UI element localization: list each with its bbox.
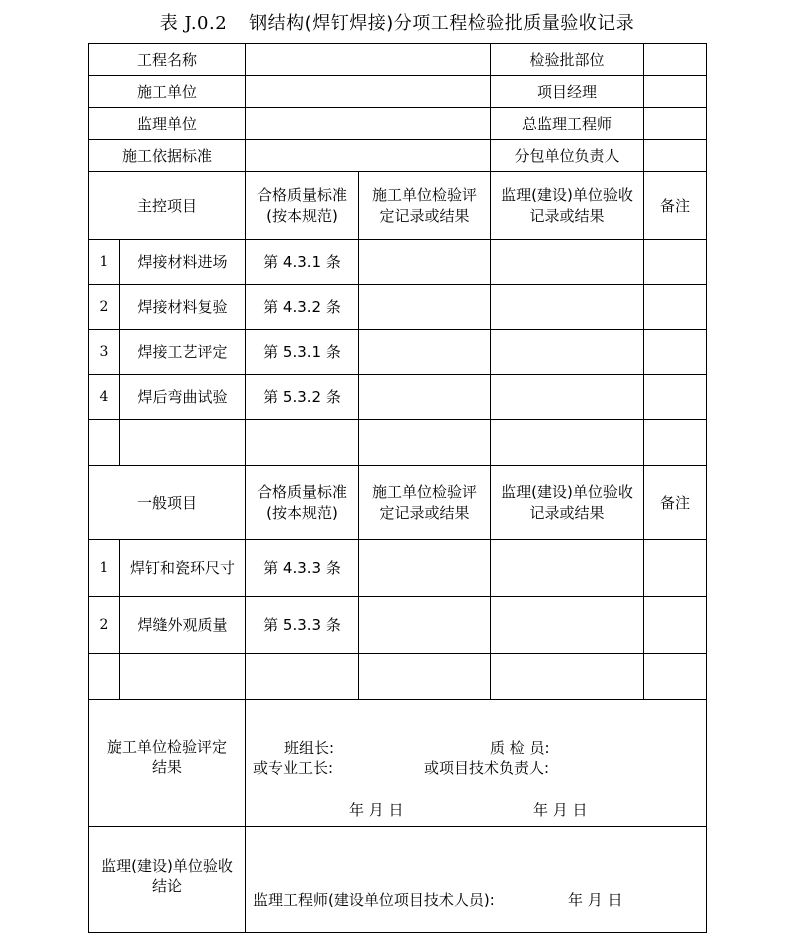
col-supervision-header bbox=[491, 466, 644, 540]
item-standard: 第 4.3.2 条 bbox=[246, 285, 359, 330]
main-item-row bbox=[89, 375, 707, 420]
supervision-conclusion-signature-area[interactable] bbox=[246, 827, 707, 933]
field-construction-standard[interactable] bbox=[246, 140, 491, 172]
item-remark[interactable] bbox=[644, 240, 707, 285]
col-remark-header: 备注 bbox=[644, 172, 707, 240]
form-number: 表 J.0.2 bbox=[159, 13, 228, 34]
main-item-row bbox=[89, 240, 707, 285]
item-number: 3 bbox=[89, 330, 120, 375]
label-chief-engineer: 总监理工程师 bbox=[491, 108, 644, 140]
col-standard-line2: (按本规范) bbox=[266, 503, 338, 522]
label-contractor: 施工单位 bbox=[89, 76, 246, 108]
item-name: 焊缝外观质量 bbox=[120, 597, 246, 654]
item-standard: 第 5.3.2 条 bbox=[246, 375, 359, 420]
inspector-label: 质 检 员: bbox=[490, 738, 550, 757]
col-supervision-line1: 监理(建设)单位验收 bbox=[501, 482, 633, 501]
label-subcontractor-head: 分包单位负责人 bbox=[491, 140, 644, 172]
item-supervision-result[interactable] bbox=[491, 330, 644, 375]
general-items-header-row bbox=[89, 466, 707, 540]
field-contractor[interactable] bbox=[246, 76, 491, 108]
item-remark[interactable] bbox=[644, 540, 707, 597]
label-project-manager: 项目经理 bbox=[491, 76, 644, 108]
col-supervision-line2: 记录或结果 bbox=[529, 206, 605, 225]
item-name[interactable] bbox=[120, 420, 246, 466]
col-standard-header bbox=[246, 466, 359, 540]
item-number[interactable] bbox=[89, 420, 120, 466]
field-supervisor[interactable] bbox=[246, 108, 491, 140]
col-standard-line1: 合格质量标准 bbox=[257, 482, 348, 501]
col-construction-header bbox=[359, 466, 491, 540]
main-item-row bbox=[89, 285, 707, 330]
general-item-empty-row bbox=[89, 654, 707, 700]
item-number: 2 bbox=[89, 597, 120, 654]
item-standard[interactable] bbox=[246, 654, 359, 700]
header-row-standard bbox=[89, 140, 707, 172]
item-standard: 第 4.3.1 条 bbox=[246, 240, 359, 285]
col-construction-line1: 施工单位检验评 bbox=[372, 185, 478, 204]
item-construction-result[interactable] bbox=[359, 285, 491, 330]
item-remark[interactable] bbox=[644, 654, 707, 700]
col-remark-header: 备注 bbox=[644, 466, 707, 540]
main-items-header-row bbox=[89, 172, 707, 240]
item-standard[interactable] bbox=[246, 420, 359, 466]
item-remark[interactable] bbox=[644, 420, 707, 466]
item-standard: 第 5.3.1 条 bbox=[246, 330, 359, 375]
item-construction-result[interactable] bbox=[359, 240, 491, 285]
item-supervision-result[interactable] bbox=[491, 420, 644, 466]
item-name: 焊后弯曲试验 bbox=[120, 375, 246, 420]
header-row-supervisor bbox=[89, 108, 707, 140]
item-supervision-result[interactable] bbox=[491, 240, 644, 285]
inspection-record-table bbox=[88, 43, 707, 933]
supervision-date: 年 月 日 bbox=[568, 890, 623, 909]
item-construction-result[interactable] bbox=[359, 420, 491, 466]
main-item-row bbox=[89, 330, 707, 375]
item-name: 焊钉和瓷环尺寸 bbox=[120, 540, 246, 597]
item-number: 1 bbox=[89, 540, 120, 597]
supervision-conclusion-label-line2: 结论 bbox=[152, 876, 183, 895]
col-construction-line2: 定记录或结果 bbox=[379, 503, 470, 522]
tech-lead-label: 或项目技术负责人: bbox=[424, 758, 550, 777]
col-standard-line1: 合格质量标准 bbox=[257, 185, 348, 204]
item-remark[interactable] bbox=[644, 285, 707, 330]
field-subcontractor-head[interactable] bbox=[644, 140, 707, 172]
header-row-project bbox=[89, 44, 707, 76]
col-construction-header bbox=[359, 172, 491, 240]
general-item-row bbox=[89, 597, 707, 654]
supervision-engineer-label: 监理工程师(建设单位项目技术人员): bbox=[253, 890, 495, 909]
item-remark[interactable] bbox=[644, 330, 707, 375]
field-project-name[interactable] bbox=[246, 44, 491, 76]
item-remark[interactable] bbox=[644, 375, 707, 420]
general-item-row bbox=[89, 540, 707, 597]
construction-result-row bbox=[89, 700, 707, 827]
item-construction-result[interactable] bbox=[359, 375, 491, 420]
field-chief-engineer[interactable] bbox=[644, 108, 707, 140]
general-section-label: 一般项目 bbox=[89, 466, 246, 540]
label-supervisor: 监理单位 bbox=[89, 108, 246, 140]
col-standard-line2: (按本规范) bbox=[266, 206, 338, 225]
col-supervision-header bbox=[491, 172, 644, 240]
supervision-conclusion-label bbox=[89, 827, 246, 933]
main-section-label: 主控项目 bbox=[89, 172, 246, 240]
label-project-name: 工程名称 bbox=[89, 44, 246, 76]
col-standard-header bbox=[246, 172, 359, 240]
col-construction-line1: 施工单位检验评 bbox=[372, 482, 478, 501]
construction-result-label bbox=[89, 700, 246, 827]
item-number[interactable] bbox=[89, 654, 120, 700]
team-leader-label: 班组长: bbox=[284, 738, 335, 757]
item-number: 2 bbox=[89, 285, 120, 330]
form-title bbox=[0, 9, 794, 35]
item-number: 4 bbox=[89, 375, 120, 420]
item-supervision-result[interactable] bbox=[491, 654, 644, 700]
header-row-contractor bbox=[89, 76, 707, 108]
date-left: 年 月 日 bbox=[349, 800, 404, 819]
item-construction-result[interactable] bbox=[359, 597, 491, 654]
item-supervision-result[interactable] bbox=[491, 375, 644, 420]
item-number: 1 bbox=[89, 240, 120, 285]
item-supervision-result[interactable] bbox=[491, 540, 644, 597]
label-construction-standard: 施工依据标准 bbox=[89, 140, 246, 172]
item-construction-result[interactable] bbox=[359, 654, 491, 700]
main-item-empty-row bbox=[89, 420, 707, 466]
field-project-manager[interactable] bbox=[644, 76, 707, 108]
item-name: 焊接工艺评定 bbox=[120, 330, 246, 375]
form-title-text: 钢结构(焊钉焊接)分项工程检验批质量验收记录 bbox=[249, 13, 635, 34]
col-construction-line2: 定记录或结果 bbox=[379, 206, 470, 225]
item-construction-result[interactable] bbox=[359, 540, 491, 597]
item-standard: 第 5.3.3 条 bbox=[246, 597, 359, 654]
col-supervision-line2: 记录或结果 bbox=[529, 503, 605, 522]
construction-result-signature-area[interactable] bbox=[246, 700, 707, 827]
construction-result-label-line1: 旋工单位检验评定 bbox=[107, 738, 228, 756]
supervision-conclusion-label-line1: 监理(建设)单位验收 bbox=[101, 856, 233, 875]
item-name: 焊接材料复验 bbox=[120, 285, 246, 330]
date-right: 年 月 日 bbox=[533, 800, 588, 819]
item-construction-result[interactable] bbox=[359, 330, 491, 375]
item-name: 焊接材料进场 bbox=[120, 240, 246, 285]
label-inspection-lot: 检验批部位 bbox=[491, 44, 644, 76]
construction-result-label-line2: 结果 bbox=[152, 758, 183, 776]
supervision-conclusion-row bbox=[89, 827, 707, 933]
col-supervision-line1: 监理(建设)单位验收 bbox=[501, 185, 633, 204]
item-name[interactable] bbox=[120, 654, 246, 700]
item-standard: 第 4.3.3 条 bbox=[246, 540, 359, 597]
item-remark[interactable] bbox=[644, 597, 707, 654]
foreman-label: 或专业工长: bbox=[253, 758, 334, 777]
item-supervision-result[interactable] bbox=[491, 285, 644, 330]
item-supervision-result[interactable] bbox=[491, 597, 644, 654]
field-inspection-lot[interactable] bbox=[644, 44, 707, 76]
